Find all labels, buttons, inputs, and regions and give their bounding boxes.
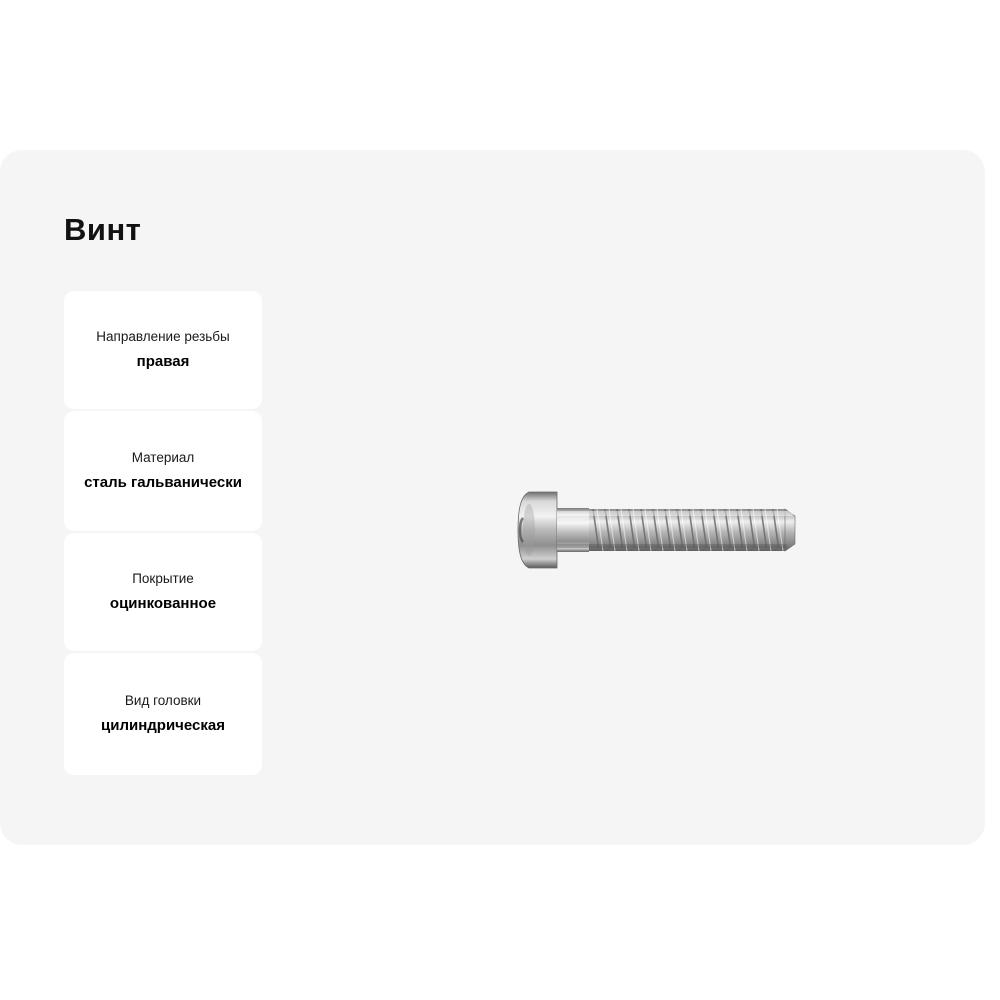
spec-label: Направление резьбы: [96, 329, 230, 345]
spec-value: цилиндрическая: [101, 717, 225, 735]
spec-value: сталь гальванически: [84, 474, 242, 492]
list-item: [64, 533, 262, 651]
product-image: [505, 470, 815, 590]
spec-value: оцинкованное: [109, 595, 217, 613]
page-title: Винт: [64, 212, 142, 247]
list-item: [64, 291, 262, 409]
list-item: [64, 411, 262, 531]
spec-label: Покрытие: [132, 571, 194, 587]
list-item: [64, 653, 262, 775]
spec-value: правая: [136, 353, 190, 371]
spec-label: Материал: [131, 450, 195, 466]
spec-list: [64, 291, 262, 777]
spec-label: Вид головки: [124, 693, 202, 709]
